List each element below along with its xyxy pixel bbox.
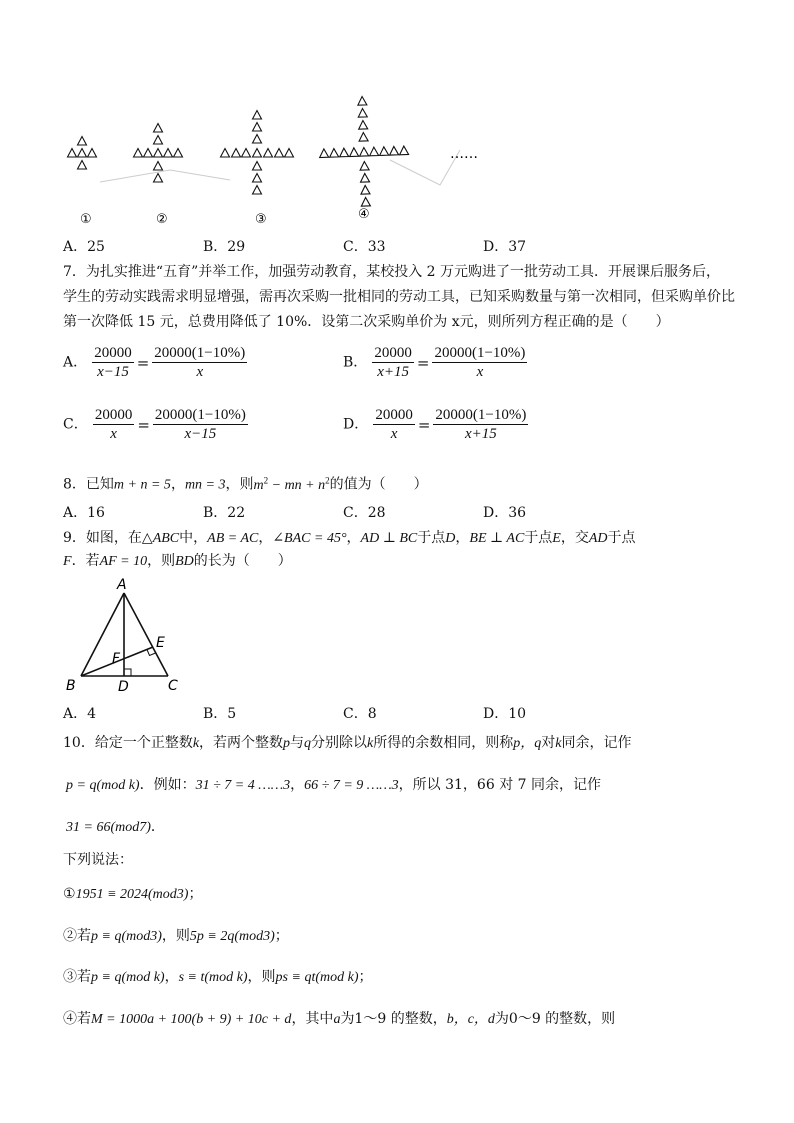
q10-statement-1: ①1951 ≡ 2024(mod3)； <box>63 886 203 902</box>
fraction-denominator: x−15 <box>153 424 248 443</box>
fraction-numerator: 20000(1−10%) <box>434 345 526 361</box>
q6-option-b[interactable]: B．29 <box>203 239 246 255</box>
q7-option-c[interactable]: C． $\frac{20000}{x}$ = $\frac{20000(1-10\%)}{x-15}$ <box>63 407 246 442</box>
q8-sep-1: ， <box>170 476 185 493</box>
q8-option-c[interactable]: C．28 <box>343 505 386 521</box>
option-label: D． <box>343 416 369 433</box>
q7-line-3: 第一次降低 15 元，总费用降低了 10%．设第二次采购单价为 x元，则所列方程正确的是（ ） <box>63 314 670 330</box>
pattern-2 <box>134 124 183 183</box>
q6-option-c[interactable]: C．33 <box>343 239 386 255</box>
figure-label-2: ② <box>156 212 168 227</box>
point-d-label: D <box>118 679 129 695</box>
fraction-numerator: 20000 <box>94 345 132 361</box>
fraction-denominator: x−15 <box>92 362 134 381</box>
fraction-numerator: 20000(1−10%) <box>154 407 246 423</box>
pattern-1 <box>68 137 97 170</box>
fraction-numerator: 20000 <box>374 345 412 361</box>
q6-option-d[interactable]: D．37 <box>483 239 527 255</box>
fraction-numerator: 20000(1−10%) <box>154 345 246 361</box>
q10-statement-4: ④若M = 1000a + 100(b + 9) + 10c + d，其中a为1～9 的整数，b，c，d为0～9 的整数，则 <box>63 1011 616 1027</box>
q8-sep-2: ，则 <box>225 476 254 493</box>
q10-line-3: 31 = 66(mod7)． <box>66 819 165 835</box>
q7-option-d[interactable]: D． $\frac{20000}{x}$ = $\frac{20000(1-10\%)}{x+15}$ <box>343 407 527 442</box>
q8-stem <box>63 470 428 496</box>
q9-stem-line-2: F．若AF = 10，则BD的长为（ ） <box>63 553 292 569</box>
q8-option-a[interactable]: A．16 <box>63 505 105 521</box>
q7-option-b[interactable]: B． $\frac{20000}{x+15}$ = $\frac{20000(1-10\%)}{x}$ <box>343 345 526 380</box>
fraction-numerator: 20000 <box>94 407 133 423</box>
q9-triangle-figure <box>62 575 192 697</box>
fraction-numerator: 20000 <box>375 407 413 423</box>
fraction-denominator: x <box>432 362 527 381</box>
figure-label-1: ① <box>80 212 92 227</box>
q8-tail: 的值为（ ） <box>329 476 428 493</box>
fraction-denominator: x <box>373 424 415 443</box>
q8-option-b[interactable]: B．22 <box>203 505 246 521</box>
q6-option-a[interactable]: A．25 <box>63 239 105 255</box>
q6-triangle-pattern-figure <box>60 90 500 230</box>
q9-option-a[interactable]: A．4 <box>63 706 97 722</box>
point-f-label: F <box>112 651 121 667</box>
q8-option-d[interactable]: D．36 <box>483 505 527 521</box>
q10-statement-3: ③若p ≡ q(mod k)，s ≡ t(mod k)，则ps ≡ qt(mod k)； <box>63 969 373 985</box>
q8-expression: $m^2$ − mn + $n^2$ <box>253 475 330 493</box>
point-a-label: A <box>117 577 127 593</box>
q7-line-2: 学生的劳动实践需求明显增强，需再次采购一批相同的劳动工具，已知采购数量与第一次相同，但采购单价比 <box>63 289 735 305</box>
q9-options <box>63 703 623 723</box>
point-c-label: C <box>168 678 178 694</box>
point-b-label: B <box>66 678 76 694</box>
q7-line-1: 7．为扎实推进“五育”并举工作，加强劳动教育，某校投入 2 万元购进了一批劳动工具．开展课后服务后， <box>63 264 721 280</box>
pattern-3 <box>221 111 294 195</box>
q9-option-c[interactable]: C．8 <box>343 706 377 722</box>
q9-option-d[interactable]: D．10 <box>483 706 527 722</box>
q9-stem-line-1: 9．如图，在△ABC中，AB = AC，∠BAC = 45°，AD ⊥ BC于点D，BE ⊥ AC于点E，交AD于点 <box>63 530 636 546</box>
q10-line-2: p = q(mod k)．例如：31 ÷ 7 = 4 ……3，66 ÷ 7 = 9 ……3，所以 31，66 对 7 同余，记作 <box>66 777 602 793</box>
option-label: B． <box>343 354 368 371</box>
right-angle-mark-d <box>124 669 131 676</box>
fraction-denominator: x+15 <box>372 362 414 381</box>
q8-condition-1: m + n = 5 <box>113 477 171 493</box>
q8-condition-2: mn = 3 <box>184 477 226 493</box>
fraction-denominator: x <box>152 362 247 381</box>
q8-options <box>63 502 623 522</box>
option-label: A． <box>63 354 88 371</box>
figure-label-4: ④ <box>358 207 370 222</box>
figure-label-3: ③ <box>255 212 267 227</box>
q8-lead: 8．已知 <box>63 476 114 493</box>
fraction-denominator: x <box>93 424 135 443</box>
q10-statement-2: ②若p ≡ q(mod3)，则5p ≡ 2q(mod3)； <box>63 928 289 944</box>
point-e-label: E <box>156 635 165 651</box>
pattern-4 <box>318 95 411 208</box>
q9-option-b[interactable]: B．5 <box>203 706 237 722</box>
q7-option-a[interactable]: A． $\frac{20000}{x-15}$ = $\frac{20000(1-10\%)}{x}$ <box>63 345 246 380</box>
fraction-numerator: 20000(1−10%) <box>435 407 527 423</box>
ellipsis: …… <box>450 146 478 162</box>
q6-options <box>63 236 623 256</box>
q10-line-1: 10．给定一个正整数k，若两个整数p与q分别除以k所得的余数相同，则称p，q对k同余，记作 <box>63 735 632 751</box>
q10-intro: 下列说法： <box>63 852 133 868</box>
option-label: C． <box>63 416 88 433</box>
fraction-denominator: x+15 <box>433 424 528 443</box>
